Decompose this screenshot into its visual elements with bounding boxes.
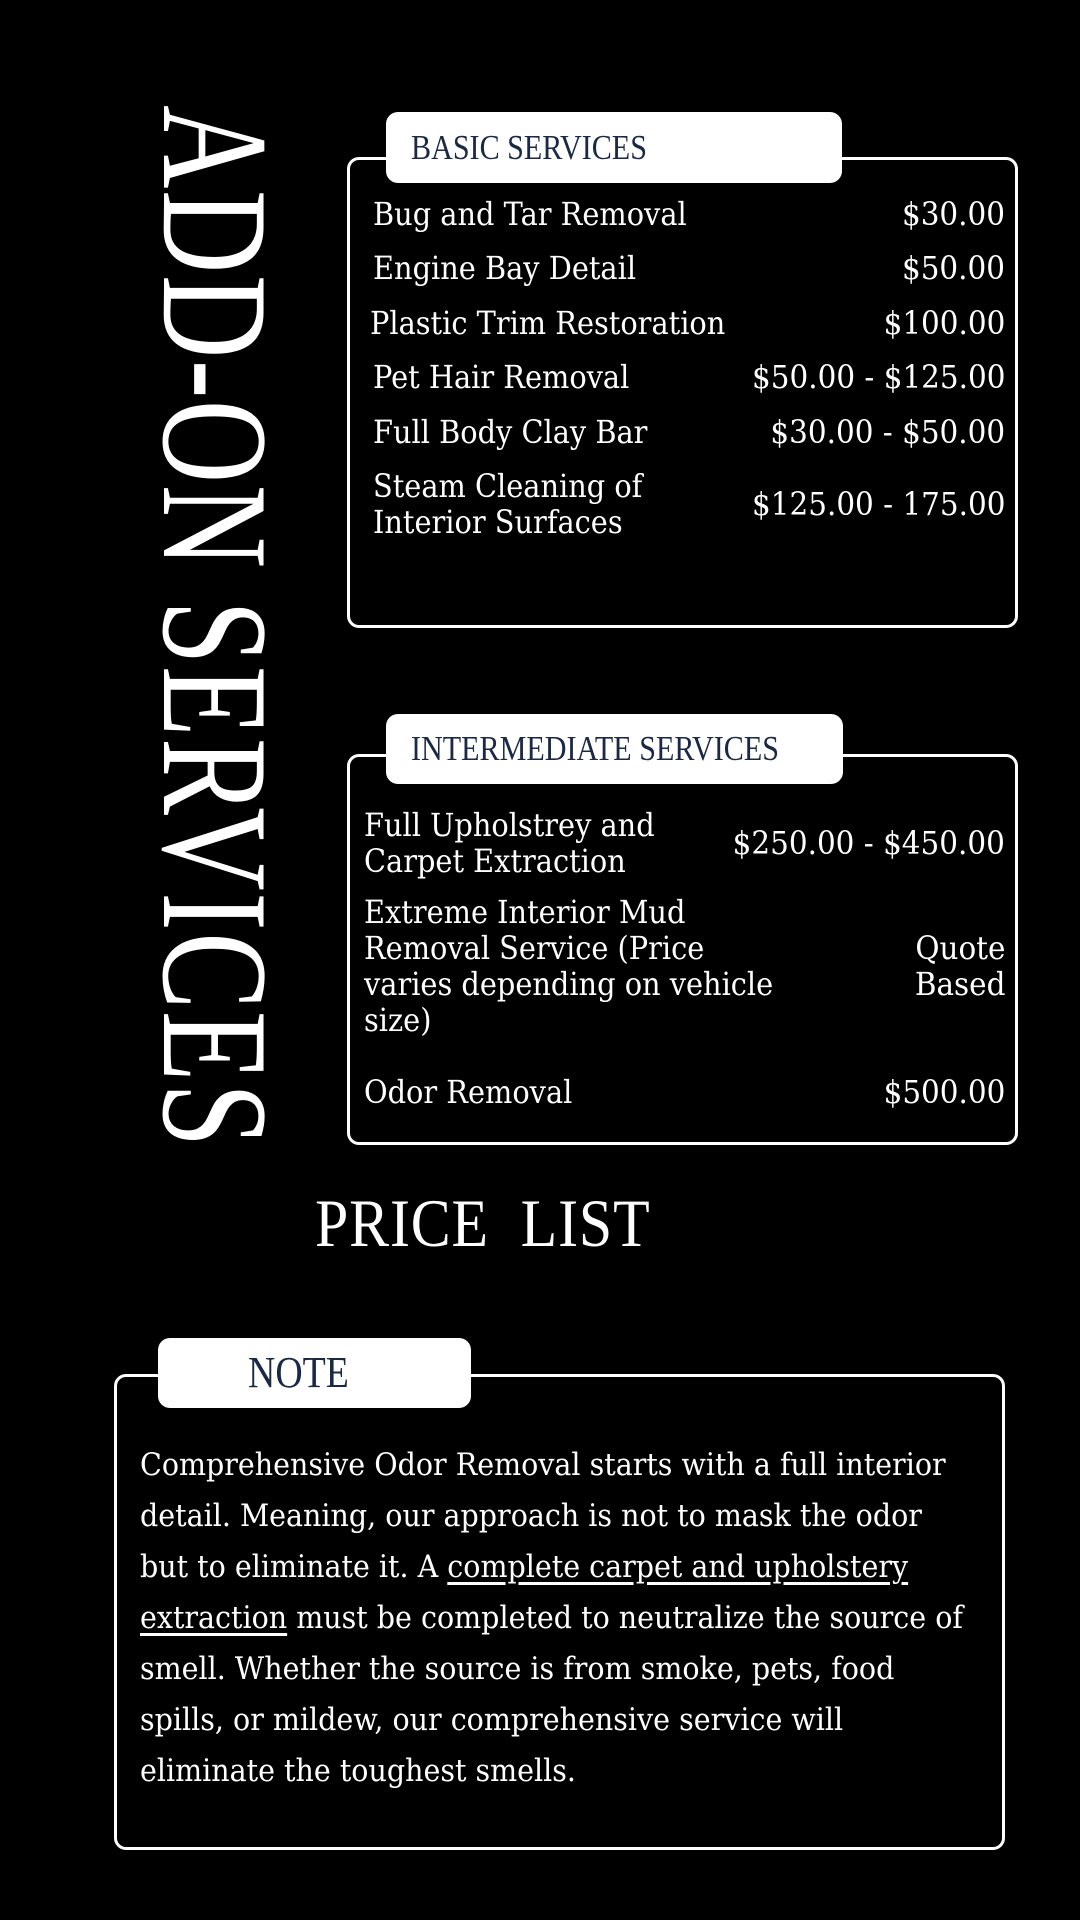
service-name: Full Upholstrey and Carpet Extraction [364,806,655,880]
service-price: $500.00 [883,1073,1005,1111]
service-name: Odor Removal [364,1073,573,1111]
carpet-extraction-link[interactable]: complete carpet and upholstery extraction [140,1549,909,1636]
service-price: $250.00 - $450.00 [732,824,1005,862]
service-name: Pet Hair Removal [373,358,630,396]
service-row [364,893,1005,1039]
page-title: ADD-ON SERVICES [131,105,299,1149]
service-name: Full Body Clay Bar [373,413,648,451]
service-row [373,196,1005,232]
service-row [373,414,1005,450]
service-row [373,250,1005,286]
service-price: $50.00 [901,249,1005,287]
service-row [373,467,1005,541]
basic-services-heading: BASIC SERVICES [386,112,842,183]
service-row [364,1074,1005,1110]
service-name: Extreme Interior Mud Removal Service (Price varies depending on vehicle size) [364,893,774,1039]
service-price: $100.00 [883,304,1005,342]
note-text: Comprehensive Odor Removal starts with a full interior detail. Meaning, our approach is not to mask the odor but to eliminate it. A complete carpet and upholstery extraction must be completed to neutralize the source of smell. Whether the source is from smoke, pets, food spills, or mildew, our comprehensive service will eliminate the toughest smells. [140,1447,963,1789]
service-price: Quote Based [914,929,1005,1003]
service-row [364,806,1005,880]
intermediate-services-heading: INTERMEDIATE SERVICES [386,714,843,784]
service-price: $125.00 - 175.00 [751,485,1005,523]
service-row [370,305,1005,341]
service-price: $30.00 - $50.00 [770,413,1005,451]
service-price: $30.00 [901,195,1005,233]
service-name: Bug and Tar Removal [373,195,687,233]
service-row [373,359,1005,395]
service-name: Plastic Trim Restoration [370,304,726,342]
note-heading: NOTE [158,1338,471,1408]
service-name: Engine Bay Detail [373,249,637,287]
service-name: Steam Cleaning of Interior Surfaces [373,467,643,541]
price-list-heading: PRICE LIST [315,1185,651,1261]
service-price: $50.00 - $125.00 [751,358,1005,396]
